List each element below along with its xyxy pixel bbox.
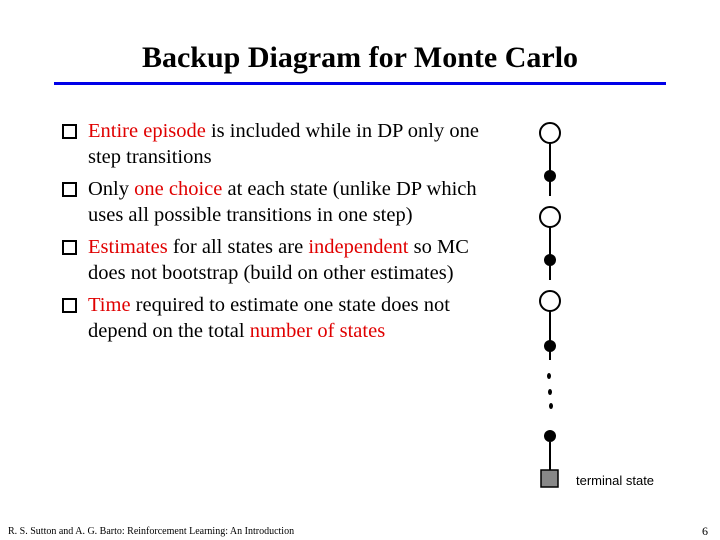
ellipsis-dot <box>549 403 553 409</box>
bullet-item <box>62 292 482 344</box>
checkbox-bullet-icon <box>62 124 77 139</box>
bullet-item <box>62 118 482 170</box>
bullet-text <box>88 294 450 342</box>
bullet-highlight: number of states <box>249 320 386 342</box>
terminal-state-node <box>541 470 558 487</box>
bullet-segment: Only <box>88 178 135 200</box>
bullet-segment: so MC does not bootstrap (build on other estimates) <box>88 236 469 284</box>
bullet-item <box>62 176 482 228</box>
backup-diagram <box>528 114 708 494</box>
state-node <box>540 207 560 227</box>
page-number: 6 <box>702 524 708 538</box>
action-node <box>544 254 556 266</box>
bullet-text <box>88 120 479 168</box>
action-node <box>544 340 556 352</box>
terminal-state-label: terminal state <box>576 473 655 488</box>
checkbox-bullet-icon <box>62 182 77 197</box>
state-node <box>540 123 560 143</box>
bullet-segment: required to estimate one state does not depend on the total <box>88 294 450 342</box>
action-node <box>544 170 556 182</box>
footer-citation: R. S. Sutton and A. G. Barto: Reinforcement Learning: An Introduction <box>8 526 295 537</box>
bullet-highlight: independent <box>308 236 409 258</box>
checkbox-bullet-icon <box>62 298 77 313</box>
slide-title: Backup Diagram for Monte Carlo <box>141 41 579 74</box>
bullet-highlight: Estimates <box>88 236 168 258</box>
action-node <box>544 430 556 442</box>
ellipsis-dot <box>547 373 551 379</box>
bullet-item <box>62 234 482 286</box>
bullet-highlight: Entire episode <box>88 120 206 142</box>
bullet-segment: for all states are <box>167 236 309 258</box>
bullet-segment: is included while in DP only one step transitions <box>88 120 479 168</box>
title-underline <box>54 82 666 85</box>
bullet-highlight: one choice <box>134 178 223 200</box>
bullet-list <box>62 118 482 350</box>
bullet-segment: at each state (unlike DP which uses all possible transitions in one step) <box>88 178 477 226</box>
state-node <box>540 291 560 311</box>
bullet-text <box>88 178 477 226</box>
bullet-highlight: Time <box>88 294 131 316</box>
ellipsis-dot <box>548 389 552 395</box>
checkbox-bullet-icon <box>62 240 77 255</box>
bullet-text <box>88 236 469 284</box>
